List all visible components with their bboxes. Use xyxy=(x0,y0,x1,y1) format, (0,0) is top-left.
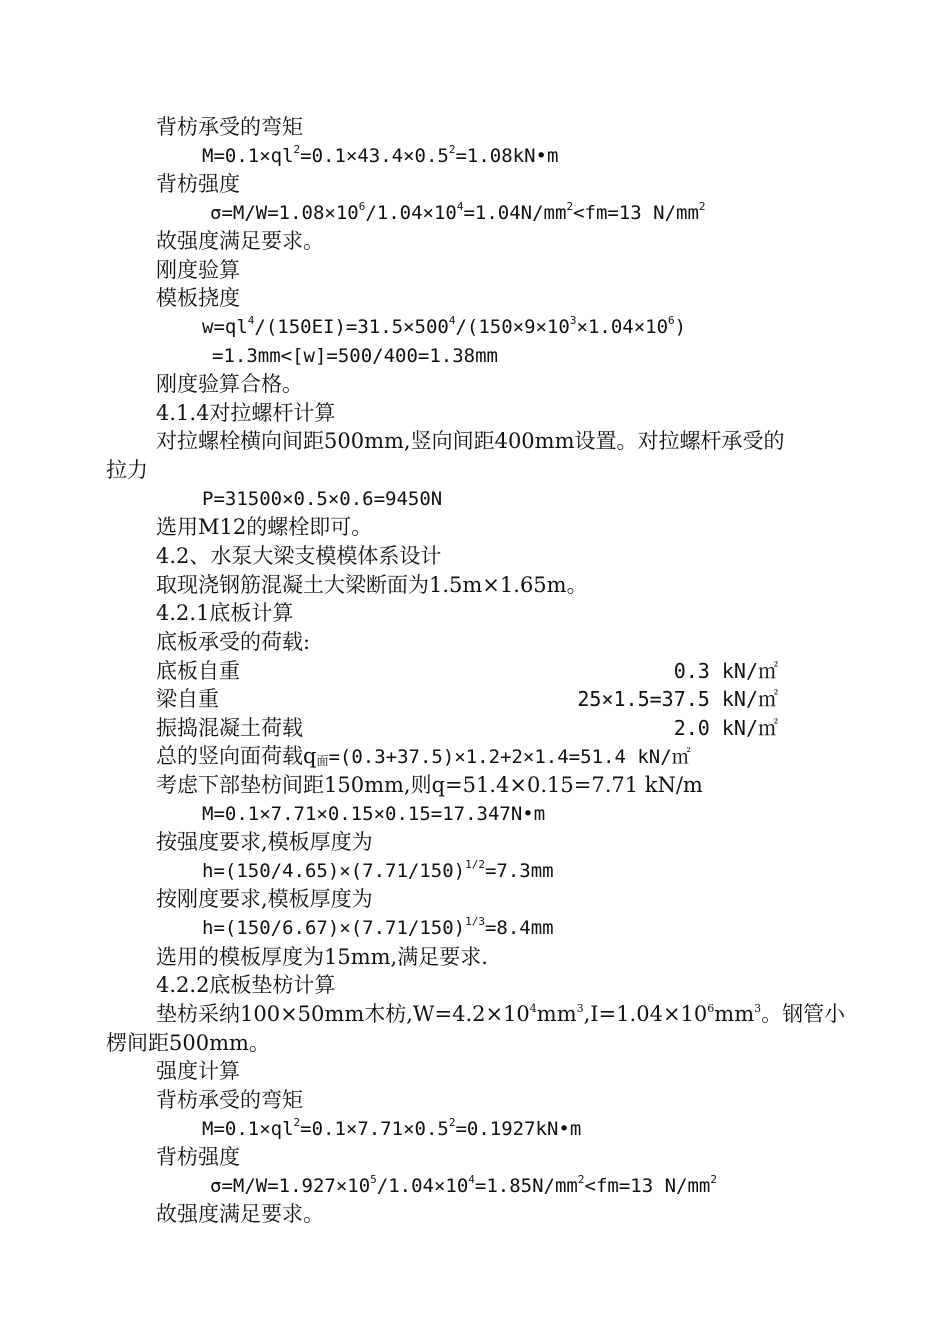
heading-stiffness-thickness: 按刚度要求,模板厚度为 xyxy=(156,887,373,911)
heading-beam-moment-2: 背枋承受的弯矩 xyxy=(156,1088,303,1112)
formula-moment-2: $M=0.1\times ql^2=0.1\times 7.71\times 0.5^2=0.1927kN•m$ xyxy=(202,1116,582,1140)
heading-strength-thickness: 按强度要求,模板厚度为 xyxy=(156,830,373,854)
conclusion-thickness: 选用的模板厚度为15mm,满足要求. xyxy=(156,945,488,969)
formula-stress: $\sigma=M/W=1.08\times 10^6/1.04\times 10^4=1.04N/mm^2<fm=13$ $N/mm^2$ xyxy=(210,200,706,224)
conclusion-stiffness: 刚度验算合格。 xyxy=(156,372,303,396)
formula-deflection: $w=ql^4/(150EI)=31.5\times 500^4/(150\times 9\times 10^3\times 1.04\times 10^6)$ xyxy=(202,314,687,338)
total-load-line: 总的竖向面荷载$q_面=(0.3+37.5)\times 1.2+2\times 1.4=51.4$ kN/㎡ xyxy=(156,744,691,768)
section-4-2-2-title: 4.2.2底板垫枋计算 xyxy=(156,973,336,997)
load-value-vibration: 2.0 kN/㎡ xyxy=(673,716,778,740)
conclusion-strength: 故强度满足要求。 xyxy=(156,229,324,253)
formula-thickness-strength: $h=(150/4.65)\times(7.71/150)^{1/2}=7.3mm$ xyxy=(202,858,554,882)
formula-stress-2: $\sigma=M/W=1.927\times 10^5/1.04\times 10^4=1.85N/mm^2<fm=13$ $N/mm^2$ xyxy=(210,1173,717,1197)
conclusion-bolt: 选用M12的螺栓即可。 xyxy=(156,515,373,539)
formula-moment: $M=0.1\times ql^2=0.1\times 43.4\times 0.5^2=1.08kN•m$ xyxy=(202,143,559,167)
formula-thickness-stiffness: $h=(150/6.67)\times(7.71/150)^{1/3}=8.4mm$ xyxy=(202,915,554,939)
load-label-vibration: 振捣混凝土荷载 xyxy=(156,716,303,740)
paragraph-tie-bolt: 对拉螺栓横向间距500mm,竖向间距400mm设置。对拉螺杆承受的 xyxy=(156,429,785,453)
paragraph-spacing-load: 考虑下部垫枋间距150mm,则q=51.4×0.15=7.71 kN/m xyxy=(156,773,703,797)
paragraph-pad-timber-cont: 楞间距500mm。 xyxy=(106,1031,270,1055)
heading-beam-strength-2: 背枋强度 xyxy=(156,1145,240,1169)
heading-formwork-deflection: 模板挠度 xyxy=(156,286,240,310)
paragraph-beam-section: 取现浇钢筋混凝土大梁断面为1.5m×1.65m。 xyxy=(156,573,588,597)
section-4-2-1-title: 4.2.1底板计算 xyxy=(156,601,294,625)
section-4-2-title: 4.2、水泵大梁支模模体系设计 xyxy=(156,544,442,568)
heading-beam-moment: 背枋承受的弯矩 xyxy=(156,115,303,139)
load-label-self-weight: 底板自重 xyxy=(156,659,240,683)
heading-bottom-loads: 底板承受的荷载: xyxy=(156,630,311,654)
heading-strength-calc: 强度计算 xyxy=(156,1059,240,1083)
conclusion-strength-2: 故强度满足要求。 xyxy=(156,1202,324,1226)
formula-moment-bottom: M=0.1×7.71×0.15×0.15=17.347N•m xyxy=(202,803,546,825)
heading-stiffness-check: 刚度验算 xyxy=(156,258,240,282)
paragraph-pad-timber: 垫枋采纳100×50mm木枋$,W=4.2\times 10^4mm^3,I=1.04\times 10^6mm^3$。钢管小 xyxy=(156,1002,846,1026)
formula-deflection-result: =1.3mm<[w]=500/400=1.38mm xyxy=(212,345,498,367)
paragraph-tie-bolt-cont: 拉力 xyxy=(106,458,148,482)
load-label-beam-weight: 梁自重 xyxy=(156,687,219,711)
load-value-beam-weight: 25×1.5=37.5 kN/㎡ xyxy=(577,687,778,711)
formula-tension: P=31500×0.5×0.6=9450N xyxy=(202,488,443,510)
heading-beam-strength: 背枋强度 xyxy=(156,172,240,196)
section-4-1-4-title: 4.1.4对拉螺杆计算 xyxy=(156,401,336,425)
load-value-self-weight: 0.3 kN/㎡ xyxy=(673,659,778,683)
